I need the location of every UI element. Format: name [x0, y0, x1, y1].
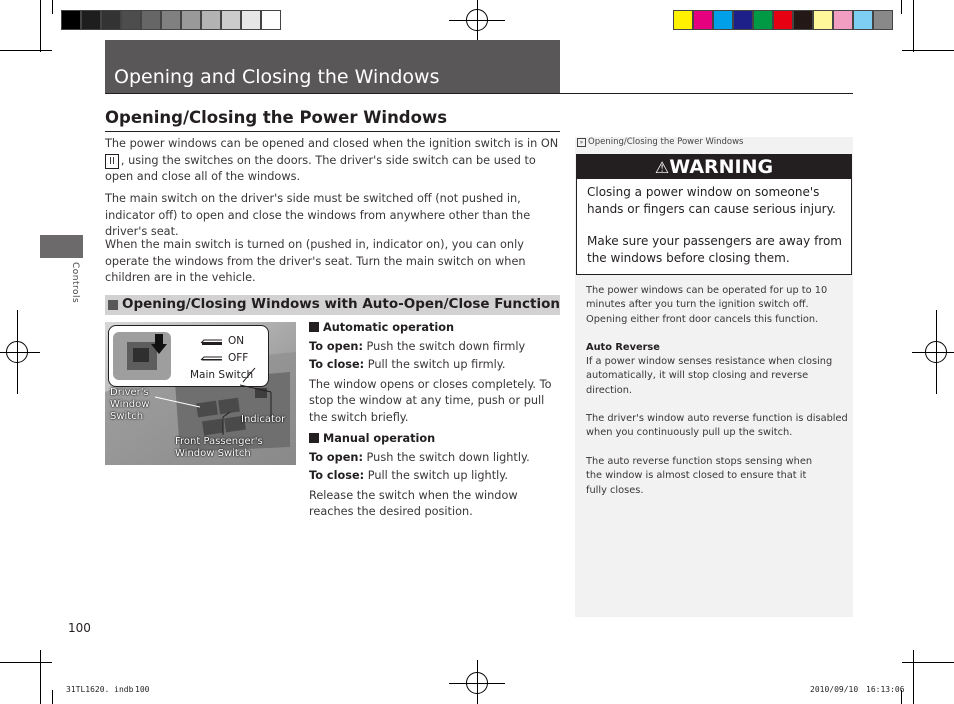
- automatic-operation: [309, 320, 561, 426]
- ignition-position-mark: II: [105, 154, 119, 169]
- note-auto-reverse-heading: Auto Reverse: [586, 342, 660, 353]
- gray-swatch: [261, 10, 281, 30]
- footer-file: 31TL1620. indb: [66, 685, 134, 694]
- color-swatch: [673, 10, 693, 30]
- color-swatch: [693, 10, 713, 30]
- gray-swatch: [61, 10, 81, 30]
- main-switch-label: Main Switch: [190, 369, 254, 381]
- color-swatch: [793, 10, 813, 30]
- color-swatch: [873, 10, 893, 30]
- gray-swatch: [161, 10, 181, 30]
- footer-date: 2010/09/10: [810, 685, 859, 694]
- reference-icon: »: [577, 138, 586, 147]
- page-number: 100: [68, 621, 91, 635]
- header-rule: [105, 93, 853, 94]
- subsection-title: Opening/Closing Windows with Auto-Open/Close Function: [122, 296, 560, 312]
- note-auto-reverse-stop: The auto reverse function stops sensing when the window is almost closed to ensure that it fully closes.: [586, 456, 813, 496]
- gray-swatch: [81, 10, 101, 30]
- automatic-close-line: To close: Pull the switch up firmly.: [309, 358, 506, 371]
- warning-title-bar: ⚠WARNING: [577, 155, 851, 179]
- notes-header: » Opening/Closing the Power Windows: [577, 137, 743, 147]
- color-swatch: [813, 10, 833, 30]
- note-ignition-off: The power windows can be operated for up to 10 minutes after you turn the ignition switch off. Opening either front door cancels this function.: [586, 285, 828, 325]
- side-tab-label: Controls: [70, 262, 80, 304]
- gray-swatch: [141, 10, 161, 30]
- color-swatch: [773, 10, 793, 30]
- manual-open-line: To open: Push the switch down lightly.: [309, 450, 530, 464]
- color-swatch: [713, 10, 733, 30]
- on-label: ON: [228, 335, 245, 347]
- drivers-window-switch-label: Driver's Window Switch: [110, 387, 150, 422]
- main-switch-on-paragraph: When the main switch is turned on (pushed in, indicator on), you can only operate the windows from the driver's seat. Turn the main switch on when children are in the vehicle.: [105, 238, 526, 284]
- subsection-header: [105, 295, 560, 315]
- gray-swatch: [181, 10, 201, 30]
- section-title: Opening/Closing the Power Windows: [105, 108, 448, 127]
- warning-box: [576, 154, 852, 275]
- gray-swatch: [101, 10, 121, 30]
- intro-text-a: The power windows can be opened and closed when the ignition switch is in ON: [105, 137, 559, 150]
- side-tab: [40, 235, 83, 258]
- automatic-heading: Automatic operation: [309, 320, 561, 337]
- heading-square-icon: [309, 322, 319, 332]
- manual-close-line: To close: Pull the switch up lightly.: [309, 469, 508, 482]
- warning-text-2: Make sure your passengers are away from the windows before closing them.: [587, 234, 842, 265]
- manual-description: Release the switch when the window reaches the desired position.: [309, 488, 518, 518]
- indicator-label: Indicator: [241, 414, 286, 425]
- gray-swatch: [201, 10, 221, 30]
- footer-time: 16:13:06: [866, 685, 905, 694]
- color-swatch: [733, 10, 753, 30]
- section-rule: [105, 131, 560, 132]
- automatic-open-line: To open: Push the switch down firmly: [309, 339, 526, 353]
- off-label: OFF: [228, 352, 249, 364]
- subsection-square-icon: [108, 300, 118, 310]
- gray-swatch: [121, 10, 141, 30]
- intro-text-b: , using the switches on the doors. The driver's side switch can be used to open and close all of the windows.: [105, 153, 536, 183]
- gray-swatch: [241, 10, 261, 30]
- gray-swatch: [221, 10, 241, 30]
- color-swatch: [753, 10, 773, 30]
- intro-paragraph: [105, 136, 562, 186]
- main-switch-off-paragraph: The main switch on the driver's side must be switched off (not pushed in, indicator off) to open and close the windows from anywhere other than the driver's seat.: [105, 192, 531, 238]
- color-swatch: [853, 10, 873, 30]
- footer-file-page: 100: [135, 685, 150, 694]
- note-auto-reverse: If a power window senses resistance when closing automatically, it will stop closing and reverse direction.: [586, 356, 833, 396]
- automatic-description: The window opens or closes completely. To stop the window at any time, push or pull the switch briefly.: [309, 377, 552, 424]
- chapter-title: Opening and Closing the Windows: [114, 66, 440, 88]
- note-driver-disable: The driver's window auto reverse function is disabled when you continuously pull up the switch.: [586, 413, 848, 439]
- warning-triangle-icon: ⚠: [654, 158, 670, 177]
- manual-heading: Manual operation: [309, 431, 561, 448]
- color-swatch: [833, 10, 853, 30]
- heading-square-icon: [309, 433, 319, 443]
- warning-text-1: Closing a power window on someone's hands or fingers can cause serious injury.: [587, 185, 836, 216]
- front-passenger-switch-label: Front Passenger's Window Switch: [175, 436, 263, 459]
- manual-operation: [309, 431, 561, 521]
